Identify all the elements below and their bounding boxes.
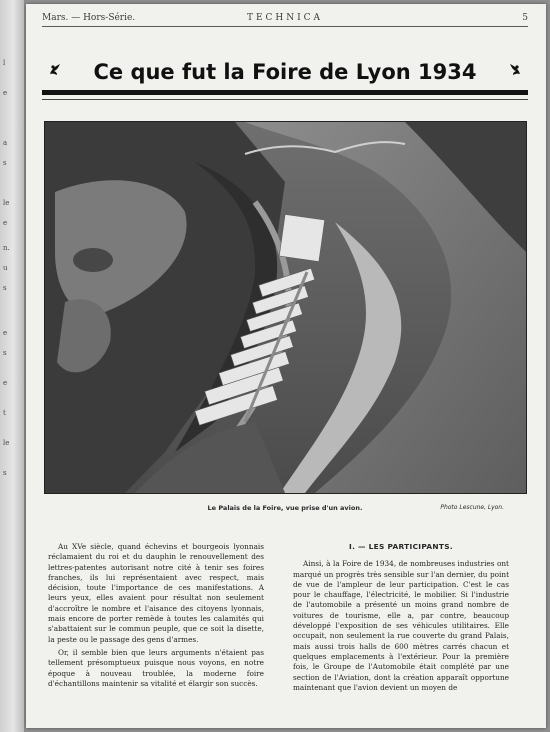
journal-name: TECHNICA <box>246 13 324 23</box>
article-title: Ce que fut la Foire de Lyon 1934 <box>93 60 477 84</box>
fleuron-icon <box>48 62 62 76</box>
magazine-page <box>26 4 546 728</box>
title-thick-rule <box>42 90 528 95</box>
photo-caption <box>42 504 528 516</box>
header-rule <box>42 26 528 27</box>
article-title-block <box>42 52 528 92</box>
section-heading: I. — LES PARTICIPANTS. <box>349 542 453 551</box>
page-number: 5 <box>522 13 528 23</box>
fleuron-icon <box>508 62 522 76</box>
running-head <box>42 11 528 25</box>
photo-credit: Photo Lescune, Lyon. <box>440 504 504 511</box>
paragraph: Or, il semble bien que leurs arguments n'étaient pas tellement présomptueux puisque nous voyons, en notre époque à nouveau troublée, la moderne foire d'échantillons maintenir sa vitalité et élargir son succès. <box>48 647 264 688</box>
aerial-photo <box>44 121 527 494</box>
paragraph: Ainsi, à la Foire de 1934, de nombreuses industries ont marqué un progrès très sensible sur l'an dernier, du point de vue de l'ampleur de leur participation. C'est le cas pour le chauffage, l'électricité, le mobilier. Si l'industrie de l'automobile a présenté un moins grand nombre de voitures de tourisme, elle a, par contre, beaucoup développé l'exposition de ses véhicules utilitaires. Elle occupait, non seulement la rue couverte du grand Palais, mais aussi trois halls de 600 mètres carrés chacun et quelques emplacements à l'extérieur. Pour la première fois, le Groupe de l'Automobile était complété par une section de l'Aviation, dont la création apparaît opportune maintenant que l'avion devient un moyen de <box>293 559 509 692</box>
caption-text: Le Palais de la Foire, vue prise d'un avion. <box>207 504 363 512</box>
right-column <box>293 542 509 696</box>
title-thin-rule <box>42 99 528 100</box>
paragraph: Au XVe siècle, quand échevins et bourgeois lyonnais réclamaient du roi et du dauphin le renouvellement des lettres-patentes autorisant notre cité à tenir ses foires franches, ils lui représentaient avec respect, mais décision, toute l'importance de ces manifestations. A leurs yeux, elles avaient pour résultat non seulement d'accroître le nombre et l'aisance des citoyens lyonnais, mais encore de porter remède à toutes les calamités qui s'abattaient sur le commun peuple, que ce soit la disette, la peste ou le passage des gens d'armes. <box>48 542 264 644</box>
left-column <box>48 542 264 692</box>
previous-page-edge: l e a s le e n. u s e s e t le s <box>0 0 25 732</box>
issue-label: Mars. — Hors-Série. <box>42 13 136 23</box>
